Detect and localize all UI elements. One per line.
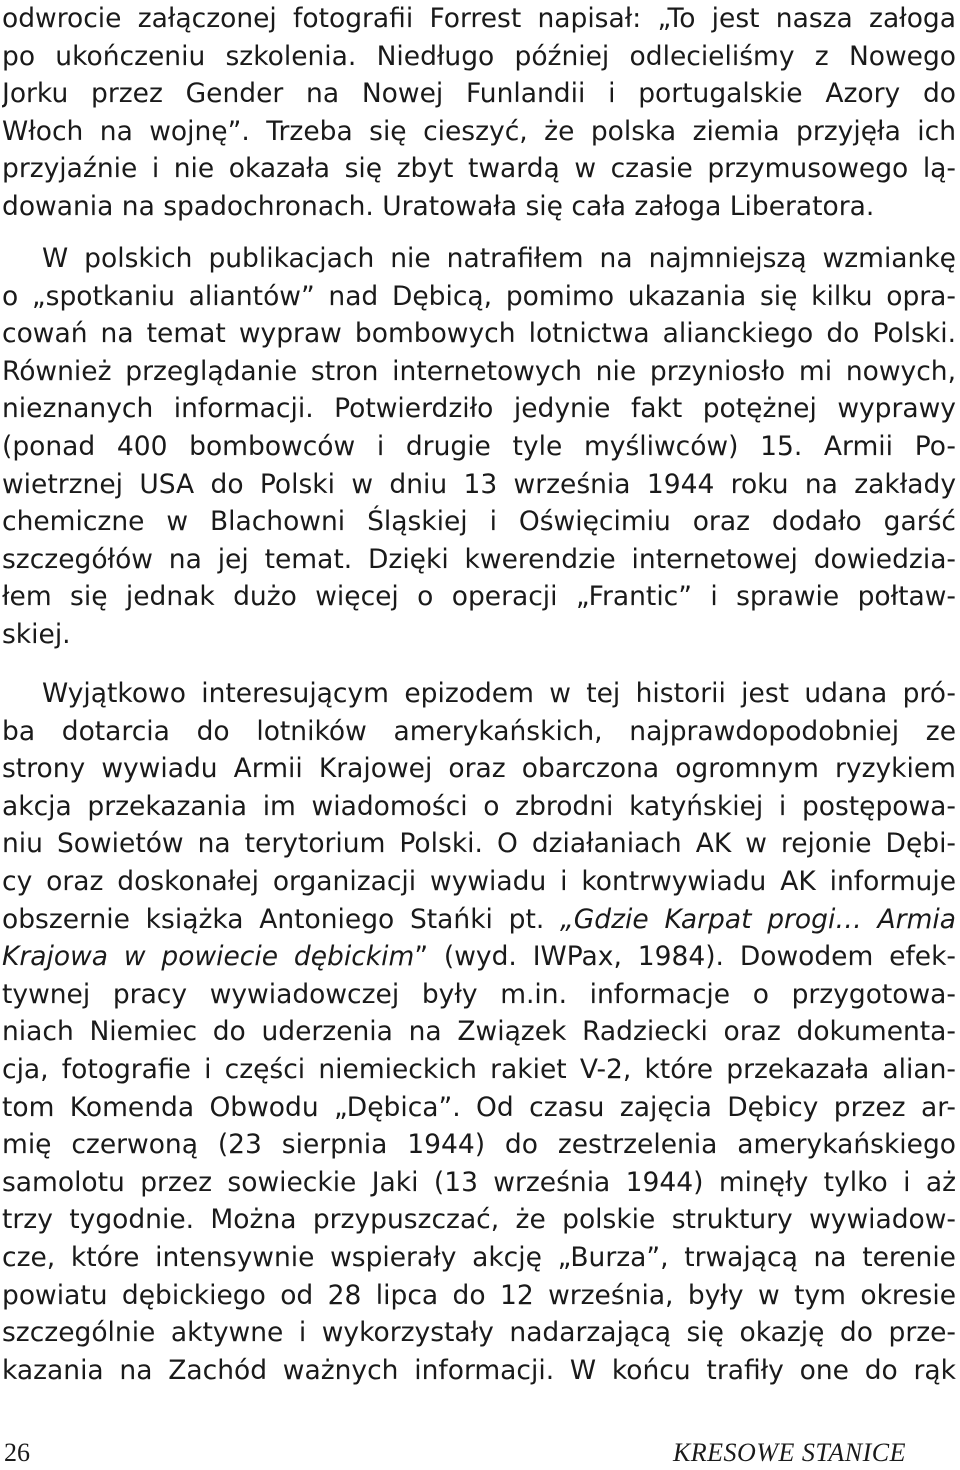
text-line: tywnej pracy wywiadowczej były m.in. informacje o przygotowa- (2, 978, 956, 1010)
text-line: Również przeglądanie stron internetowych nie przyniosło mi nowych, (2, 355, 956, 387)
text-line: trzy tygodnie. Można przypuszczać, że polskie struktury wywiadow- (2, 1204, 956, 1236)
text-line: strony wywiadu Armii Krajowej oraz obarczona ogromnym ryzykiem (2, 753, 956, 785)
text-line-with-book-title (2, 901, 956, 939)
text-line: łem się jednak dużo więcej o operacji „Frantic” i sprawie połtaw- (2, 581, 956, 613)
text-line: chemiczne w Blachowni Śląskiej i Oświęcimiu oraz dodało garść (2, 506, 956, 538)
text-line: W polskich publikacjach nie natrafiłem na najmniejszą wzmiankę (42, 243, 956, 274)
publication-title: KRESOWE STANICE (672, 1438, 906, 1467)
text-line: Jorku przez Gender na Nowej Funlandii i portugalskie Azory do (2, 78, 956, 110)
page-number: 26 (4, 1438, 30, 1467)
text-line-with-book-title (2, 938, 956, 976)
text-line: powiatu dębickiego od 28 lipca do 12 września, były w tym okresie (2, 1279, 956, 1311)
text-line: odwrocie załączonej fotografii Forrest napisał: „To jest nasza załoga (2, 3, 956, 34)
text-line: (ponad 400 bombowców i drugie tyle myśliwców) 15. Armii Po- (2, 430, 956, 462)
text-line: cja, fotografie i części niemieckich rakiet V-2, które przekazała alian- (2, 1053, 956, 1085)
text-line: o „spotkaniu aliantów” nad Dębicą, pomimo ukazania się kilku opra- (2, 280, 956, 312)
text-line: szczegółów na jej temat. Dzięki kwerendzie internetowej dowiedzia- (2, 543, 956, 575)
text-line: ba dotarcia do lotników amerykańskich, najprawdopodobniej ze (2, 715, 956, 747)
book-title: Krajowa w powiecie dębickim (2, 941, 415, 973)
text-line: cy oraz doskonałej organizacji wywiadu i kontrwywiadu AK informuje (2, 865, 956, 897)
text-line: tom Komenda Obwodu „Dębica”. Od czasu zajęcia Dębicy przez ar- (2, 1091, 956, 1123)
text-line: Włoch na wojnę”. Trzeba się cieszyć, że polska ziemia przyjęła ich (2, 115, 956, 147)
text-line: skiej. (2, 618, 71, 650)
text-line: akcja przekazania im wiadomości o zbrodni katyńskiej i postępowa- (2, 790, 956, 822)
text-line: niu Sowietów na terytorium Polski. O działaniach AK w rejonie Dębi- (2, 828, 956, 860)
book-title: „Gdzie Karpat progi… Armia (560, 903, 956, 935)
text-line: cowań na temat wypraw bombowych lotnictwa alianckiego do Polski. (2, 318, 956, 350)
text-line: szczególnie aktywne i wykorzystały nadarzającą się okazję do prze- (2, 1317, 956, 1349)
text-line: kazania na Zachód ważnych informacji. W końcu trafiły one do rąk (2, 1354, 956, 1386)
paragraph-polish-publications (2, 240, 956, 654)
text-line: samolotu przez sowieckie Jaki (13 września 1944) minęły tylko i aż (2, 1166, 956, 1198)
paragraph-intelligence-episode (2, 675, 956, 1389)
text-line: mię czerwoną (23 sierpnia 1944) do zestrzelenia amerykańskiego (2, 1129, 956, 1161)
text-line: Wyjątkowo interesującym epizodem w tej historii jest udana pró- (42, 678, 956, 709)
text-line: niach Niemiec do uderzenia na Związek Radziecki oraz dokumenta- (2, 1016, 956, 1048)
paragraph-forrest-letter (2, 0, 956, 226)
text-line: wietrznej USA do Polski w dniu 13 września 1944 roku na zakłady (2, 468, 956, 500)
text-fragment: obszernie książka Antoniego Stańki pt. (2, 903, 561, 935)
text-line: po ukończeniu szkolenia. Niedługo później odlecieliśmy z Nowego (2, 40, 956, 72)
text-line: dowania na spadochronach. Uratowała się cała załoga Liberatora. (2, 190, 875, 222)
text-line: przyjaźnie i nie okazała się zbyt twardą w czasie przymusowego lą- (2, 153, 956, 185)
text-line: nieznanych informacji. Potwierdziło jedynie fakt potężnej wyprawy (2, 393, 956, 425)
text-fragment: ” (wyd. IWPax, 1984). Dowodem efek- (414, 941, 956, 973)
text-line: cze, które intensywnie wspierały akcję „Burza”, trwającą na terenie (2, 1241, 956, 1273)
